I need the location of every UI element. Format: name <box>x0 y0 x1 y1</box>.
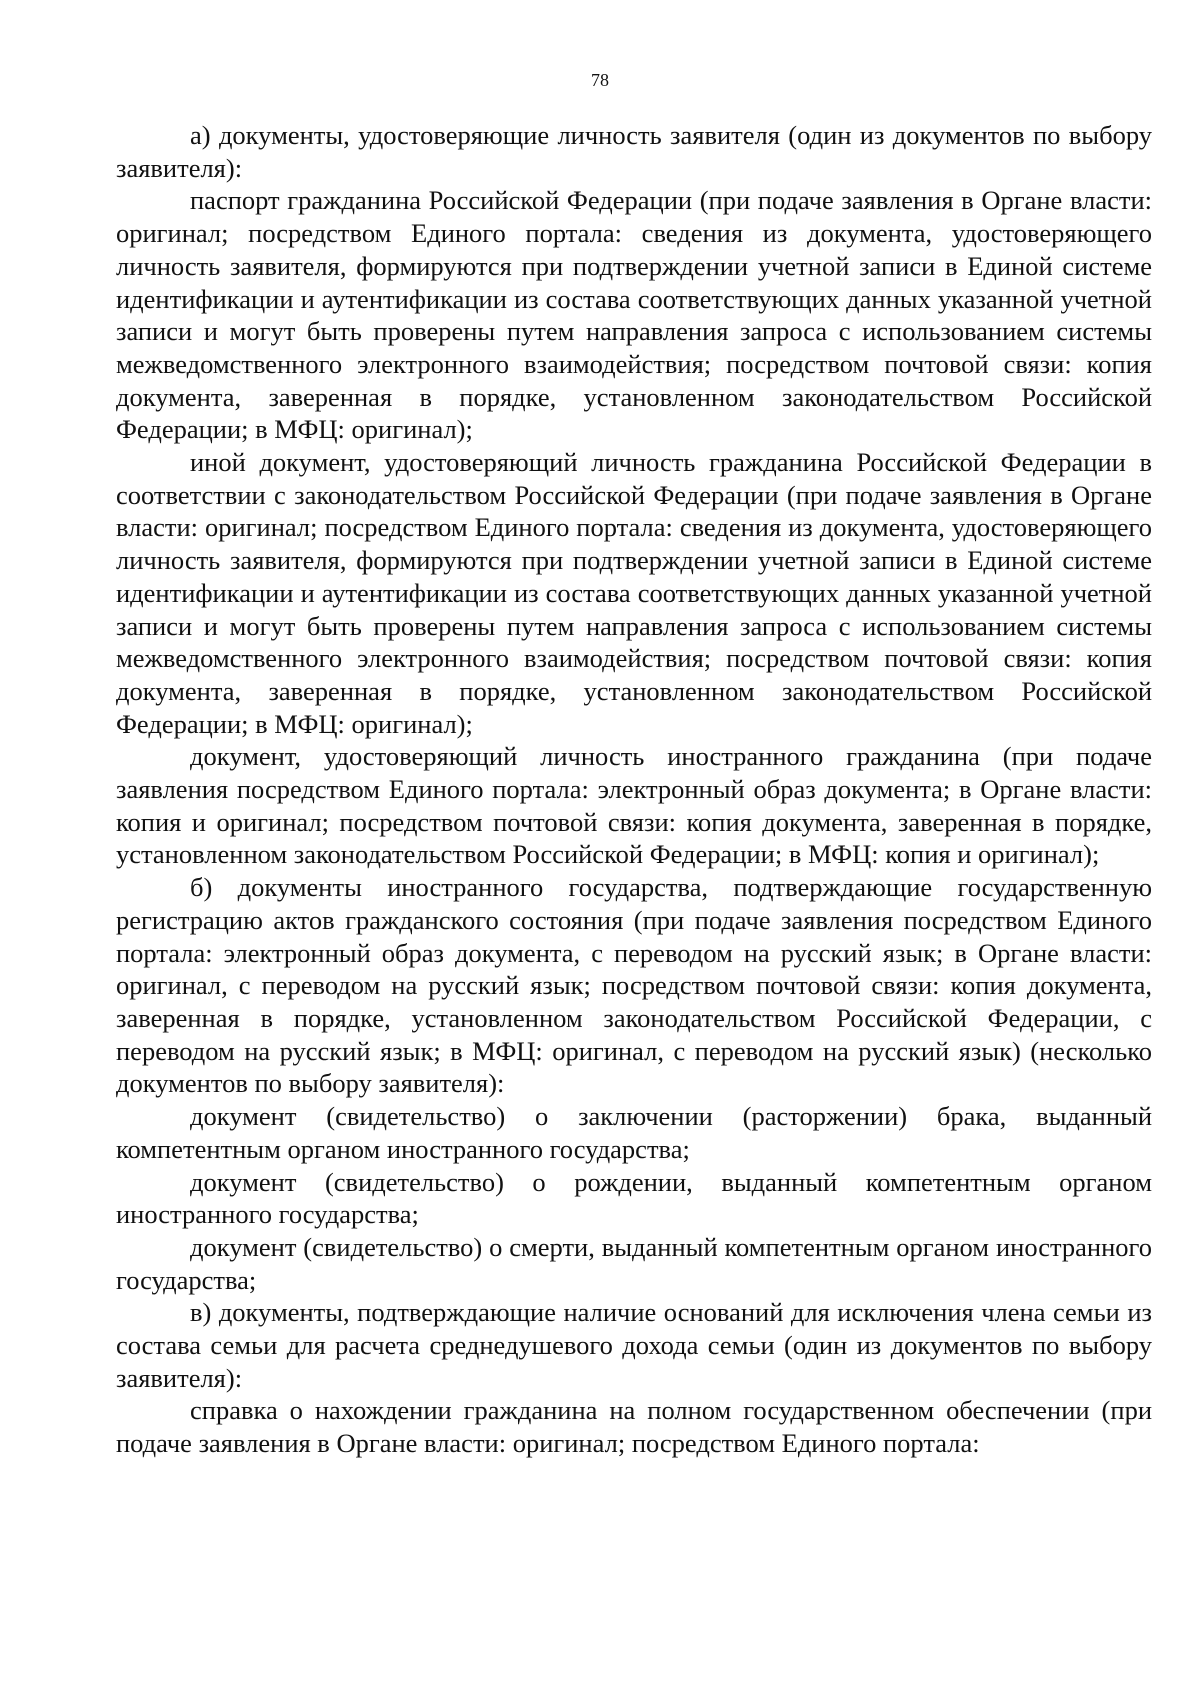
document-body <box>116 119 1152 1460</box>
paragraph-foreign-civil-status-documents: б) документы иностранного государства, подтверждающие государственную регистрацию актов гражданского состояния (при подаче заявления посредством Единого портала: электронный образ документа, с переводом на русский язык; в Органе власти: оригинал, с переводом на русский язык; посредством почтовой связи: копия документа, заверенная в порядке, установленном законодательством Российской Федерации, с переводом на русский язык; в МФЦ: оригинал, с переводом на русский язык) (несколько документов по выбору заявителя): <box>116 872 1152 1099</box>
paragraph-foreign-citizen-document: документ, удостоверяющий личность иностранного гражданина (при подаче заявления посредством Единого портала: электронный образ документа; в Органе власти: копия и оригинал; посредством почтовой связи: копия документа, заверенная в порядке, установленном законодательством Российской Федерации; в МФЦ: копия и оригинал); <box>116 741 1152 870</box>
paragraph-family-member-exclusion: в) документы, подтверждающие наличие оснований для исключения члена семьи из состава семьи для расчета среднедушевого дохода семьи (один из документов по выбору заявителя): <box>116 1297 1152 1393</box>
paragraph-other-identity-document: иной документ, удостоверяющий личность гражданина Российской Федерации в соответствии с законодательством Российской Федерации (при подаче заявления в Органе власти: оригинал; посредством Единого портала: сведения из документа, удостоверяющего личность заявителя, формируются при подтверждении учетной записи в Единой системе идентификации и аутентификации из состава соответствующих данных указанной учетной записи и могут быть проверены путем направления запроса с использованием системы межведомственного электронного взаимодействия; посредством почтовой связи: копия документа, заверенная в порядке, установленном законодательством Российской Федерации; в МФЦ: оригинал); <box>116 447 1152 739</box>
page-number: 78 <box>591 70 609 90</box>
paragraph-russian-passport: паспорт гражданина Российской Федерации (при подаче заявления в Органе власти: оригинал; посредством Единого портала: сведения из документа, удостоверяющего личность заявителя, формируются при подтверждении учетной записи в Единой системе идентификации и аутентификации из состава соответствующих данных указанной учетной записи и могут быть проверены путем направления запроса с использованием системы межведомственного электронного взаимодействия; посредством почтовой связи: копия документа, заверенная в порядке, установленном законодательством Российской Федерации; в МФЦ: оригинал); <box>116 185 1152 445</box>
paragraph-marriage-certificate: документ (свидетельство) о заключении (расторжении) брака, выданный компетентным органом иностранного государства; <box>116 1101 1152 1164</box>
paragraph-birth-certificate: документ (свидетельство) о рождении, выданный компетентным органом иностранного государства; <box>116 1166 1152 1230</box>
paragraph-state-support-certificate: справка о нахождении гражданина на полном государственном обеспечении (при подаче заявления в Органе власти: оригинал; посредством Единого портала: <box>116 1395 1152 1459</box>
paragraph-death-certificate: документ (свидетельство) о смерти, выданный компетентным органом иностранного государства; <box>116 1231 1152 1295</box>
paragraph-identity-documents: а) документы, удостоверяющие личность заявителя (один из документов по выбору заявителя): <box>116 120 1152 183</box>
